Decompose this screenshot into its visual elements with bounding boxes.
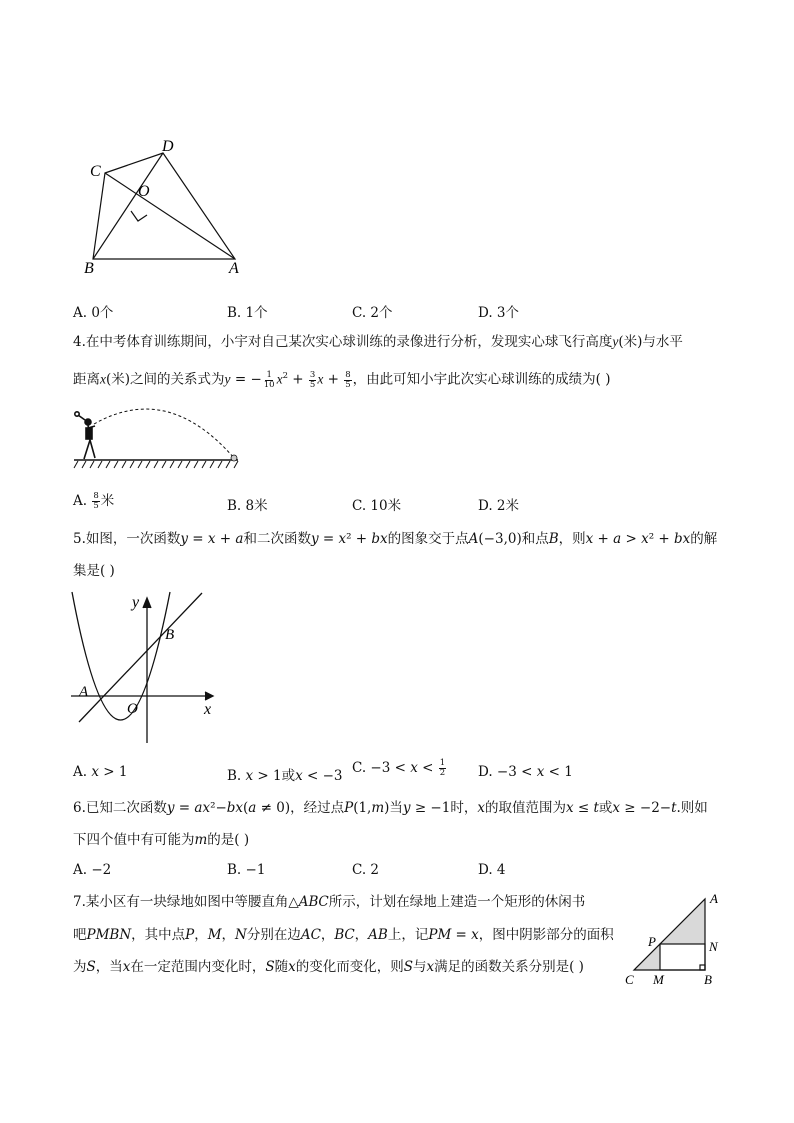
q5-line1: 5.如图，一次函数𝑦 = 𝑥 + 𝑎和二次函数𝑦 = 𝑥² + 𝑏𝑥的图象交于点𝐴(−3,0)和点𝐵，则𝑥 + 𝑎 > 𝑥² + 𝑏𝑥的解	[73, 531, 718, 547]
q3-option-b[interactable]: B. 1个	[227, 305, 268, 321]
q5-line2: 集是( )	[73, 563, 115, 579]
label-O: O	[127, 701, 138, 717]
q4-tail: ，由此可知小宇此次实心球训练的成绩为( )	[352, 371, 611, 388]
q6-line2: 下四个值中有可能为𝑚的是( )	[73, 832, 250, 848]
q4-line2	[73, 366, 611, 390]
q4-number: 4.	[73, 334, 86, 350]
line	[79, 593, 202, 722]
q4-text2b: (米)之间的关系式为	[106, 371, 225, 388]
q6-line1: 6.已知二次函数𝑦 = 𝑎𝑥²−𝑏𝑥(𝑎 ≠ 0)，经过点𝑃(1,𝑚)当𝑦 ≥ −1时，𝑥的取值范围为𝑥 ≤ 𝑡或𝑥 ≥ −2−𝑡.则如	[73, 800, 708, 816]
q4-plus2: +	[323, 371, 344, 388]
q4-option-c[interactable]: C. 10米	[352, 498, 402, 514]
q4-frac3: $\frac{8}{5}$	[345, 369, 351, 390]
q5-option-c[interactable]: C. −3 < 𝑥 < $\frac{1}{2}$	[352, 758, 446, 778]
shot-ball-icon	[231, 455, 237, 461]
q6-option-b[interactable]: B. −1	[227, 862, 266, 878]
q5-option-a[interactable]: A. 𝑥 > 1	[73, 764, 128, 780]
quadrilateral-figure	[70, 132, 260, 277]
q6-option-c[interactable]: C. 2	[352, 862, 380, 878]
q4-unit1: (米)与水平	[618, 334, 683, 350]
label-A: A	[229, 260, 239, 277]
parabola	[72, 592, 170, 720]
label-B: B	[704, 972, 712, 987]
label-y: y	[132, 594, 140, 611]
q7-line1: 7.某小区有一块绿地如图中等腰直角△𝐴𝐵𝐶所示，计划在绿地上建造一个矩形的休闲书	[73, 894, 586, 910]
q4-plus: +	[288, 371, 308, 388]
q7-line3: 为𝑆，当𝑥在一定范围内变化时，𝑆随𝑥的变化而变化，则𝑆与𝑥满足的函数关系分别是( )	[73, 959, 584, 975]
q4-line1	[73, 332, 683, 352]
athlete-icon	[75, 412, 95, 459]
q3-option-d[interactable]: D. 3个	[478, 305, 520, 321]
q4-var-y: y	[612, 334, 619, 349]
q4-option-d[interactable]: D. 2米	[478, 498, 520, 514]
shotput-figure	[68, 402, 243, 472]
q5-option-b[interactable]: B. 𝑥 > 1或𝑥 < −3	[227, 768, 343, 784]
label-O: O	[138, 183, 150, 200]
q4-text2a: 距离	[73, 371, 100, 388]
q6-option-d[interactable]: D. 4	[478, 862, 506, 878]
label-A: A	[79, 684, 89, 700]
q3-option-c[interactable]: C. 2个	[352, 305, 393, 321]
q4-var-x: x	[100, 371, 106, 387]
q4-x2: x	[276, 371, 283, 387]
q4-frac2: $\frac{3}{5}$	[309, 369, 316, 390]
label-M: M	[653, 972, 664, 987]
label-B: B	[165, 627, 175, 643]
q4-text1: 在中考体育训练期间，小宇对自己某次实心球训练的录像进行分析，发现实心球飞行高度	[85, 334, 613, 350]
q5-option-d[interactable]: D. −3 < 𝑥 < 1	[478, 764, 573, 780]
label-P: P	[648, 934, 656, 949]
label-C: C	[625, 972, 634, 987]
q4-eq: = −	[230, 371, 262, 388]
q3-option-a[interactable]: A. 0个	[73, 305, 114, 321]
q4-formula-y: y	[224, 371, 231, 387]
q4-option-b[interactable]: B. 8米	[227, 498, 268, 514]
q7-triangle-figure	[618, 888, 726, 992]
label-A: A	[710, 891, 718, 906]
label-C: C	[90, 163, 101, 180]
label-x: x	[204, 701, 212, 718]
q6-option-a[interactable]: A. −2	[73, 862, 112, 878]
label-D: D	[162, 138, 174, 155]
q5-graph	[65, 588, 225, 748]
label-B: B	[84, 260, 94, 277]
label-N: N	[709, 939, 718, 954]
q7-line2: 吧𝑃𝑀𝐵𝑁，其中点𝑃，𝑀，𝑁分别在边𝐴𝐶，𝐵𝐶，𝐴𝐵上，记𝑃𝑀 = 𝑥，图中阴影部分的面积	[73, 927, 614, 943]
trajectory-curve	[94, 409, 234, 458]
q4-sq: 2	[282, 371, 289, 381]
q4-frac1: $\frac{1}{10}$	[263, 369, 275, 390]
q4-x1: x	[317, 371, 324, 387]
q4-option-a[interactable]: A. $\frac{8}{5}$ 米	[73, 491, 115, 511]
